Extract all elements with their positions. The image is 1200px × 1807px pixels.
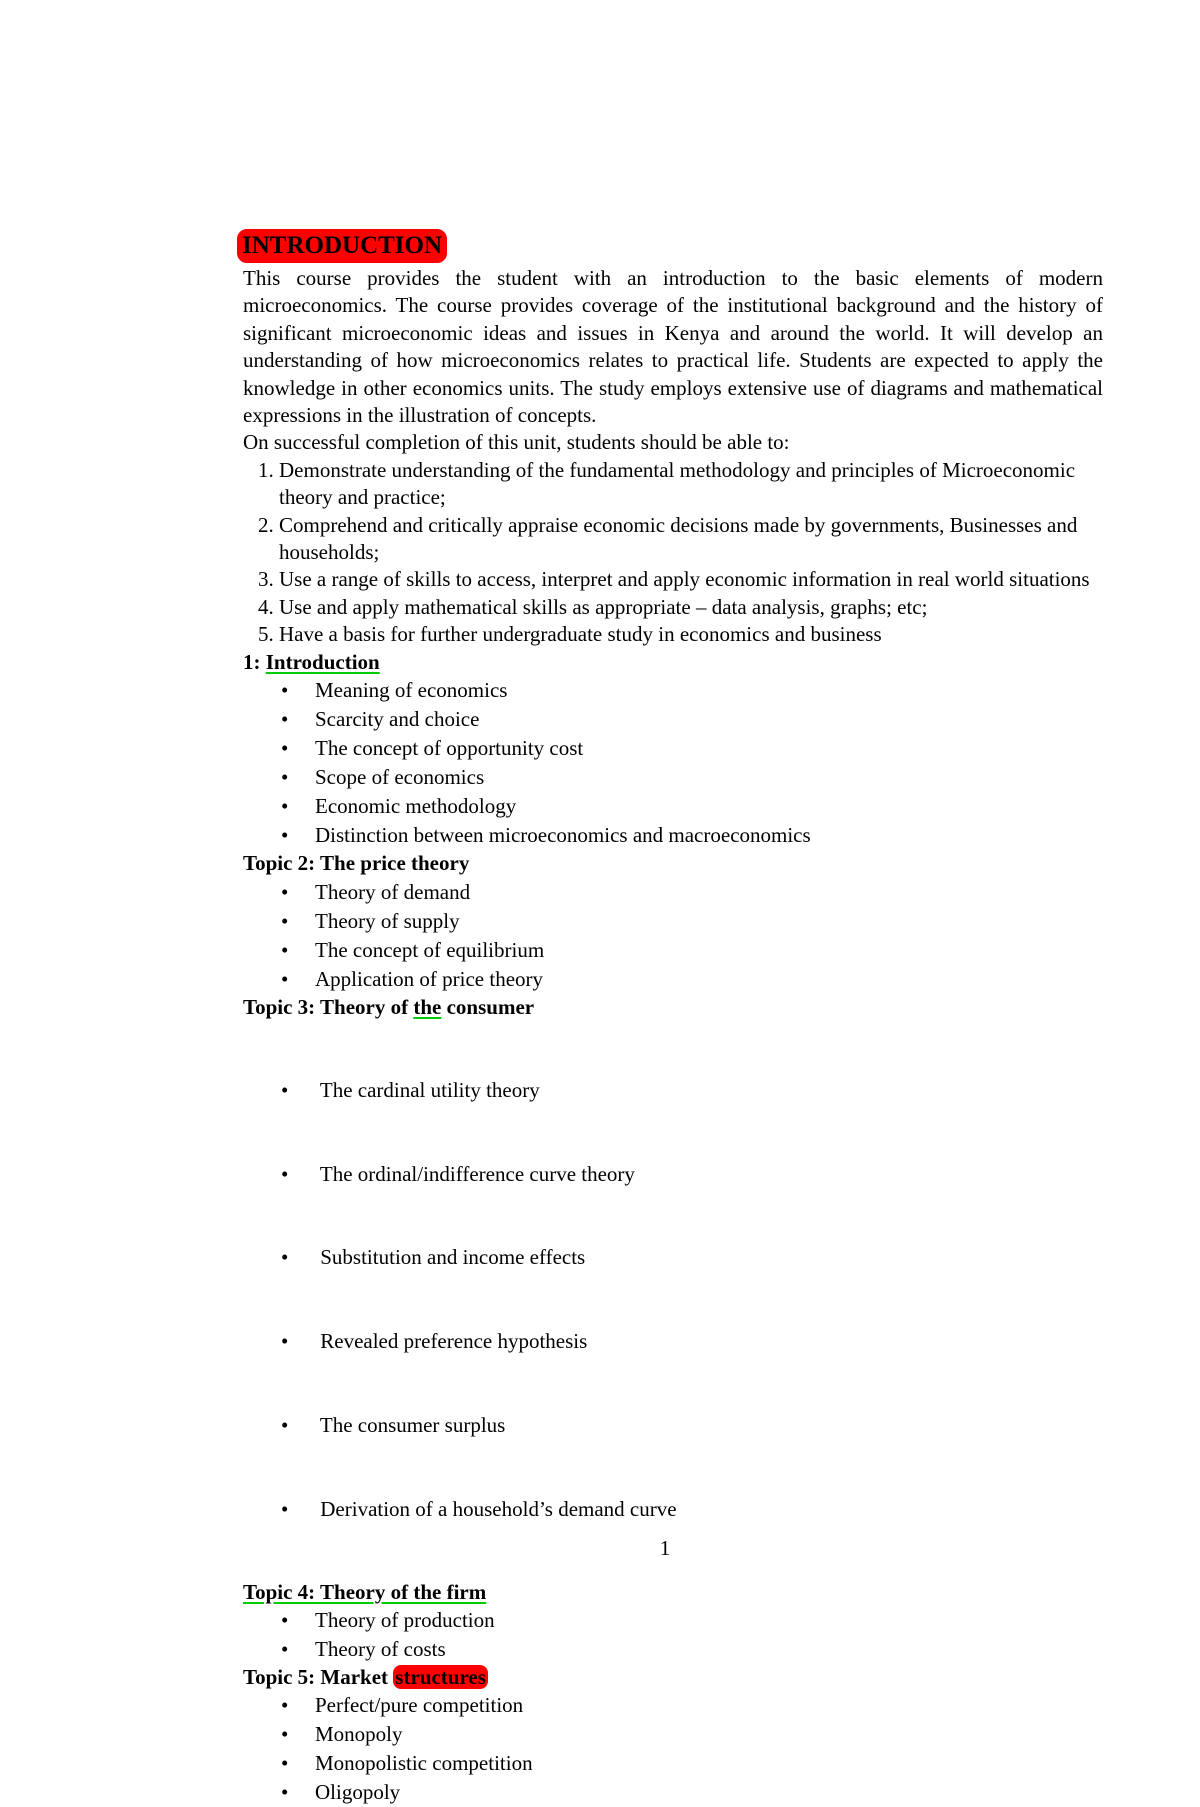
list-item: • Theory of production [243,1606,1103,1635]
topic-3-title-marked: the [413,994,442,1019]
topic-1-title: Introduction [265,649,380,674]
list-item: • Application of price theory [243,965,1103,994]
objectives-lead: On successful completion of this unit, students should be able to: [243,430,790,455]
list-item: • Meaning of economics [243,676,1103,705]
topic-2-heading: Topic 2: The price theory [243,851,470,876]
list-item: • Monopoly [243,1720,1103,1749]
list-item: • Economic methodology [243,792,1103,821]
list-item: • Substitution and income effects [243,1243,1103,1272]
objective-item: 4. Use and apply mathematical skills as appropriate – data analysis, graphs; etc; [279,594,1103,621]
topic-2-list [243,878,1103,994]
list-item: • Theory of costs [243,1635,1103,1664]
topic-1-list [243,676,1103,850]
list-item: • The consumer surplus [243,1411,1103,1440]
list-item: • The ordinal/indifference curve theory [243,1160,1103,1189]
objective-item: 1. Demonstrate understanding of the fundamental methodology and principles of Microeconomic theory and practice; [279,457,1103,512]
list-item: • Monopolistic competition [243,1749,1103,1778]
topic-5-heading [243,1664,1103,1691]
list-item: • Revealed preference hypothesis [243,1327,1103,1356]
objective-item: 5. Have a basis for further undergraduate study in economics and business [279,621,1103,648]
topic-1-prefix: 1: [243,649,266,674]
objective-item: 2. Comprehend and critically appraise economic decisions made by governments, Businesses and households; [279,512,1103,567]
list-item: • Scarcity and choice [243,705,1103,734]
list-item: • The cardinal utility theory [243,1076,1103,1105]
list-item: • Distinction between microeconomics and macroeconomics [243,821,1103,850]
topic-3-title-start: Topic 3: Theory of [243,994,414,1019]
topic-4-heading [243,1579,1103,1606]
topic-5-list [243,1691,1103,1807]
list-item: • Scope of economics [243,763,1103,792]
section-heading: INTRODUCTION [237,229,447,263]
topic-5-title-highlighted: structures [395,1665,486,1689]
objective-item: 3. Use a range of skills to access, interpret and apply economic information in real world situations [279,566,1103,593]
page-number: 1 [659,1536,671,1560]
list-item: • Oligopoly [243,1778,1103,1807]
topic-4-title: Topic 4: Theory of the firm [243,1579,487,1604]
topic-3-title-end: consumer [441,994,535,1019]
list-item: • Theory of demand [243,878,1103,907]
page-content [243,229,1103,1807]
list-item: • Perfect/pure competition [243,1691,1103,1720]
topic-3-heading [243,994,1103,1021]
topic-4-list [243,1606,1103,1664]
topic-3-list [243,1021,1103,1579]
topic-5-title-start: Topic 5: Market [243,1665,394,1689]
topic-1-heading [243,649,1103,676]
list-item: • Theory of supply [243,907,1103,936]
list-item: • The concept of equilibrium [243,936,1103,965]
objectives-list [243,457,1103,649]
list-item: • The concept of opportunity cost [243,734,1103,763]
intro-paragraph: This course provides the student with an introduction to the basic elements of modern microeconomics. The course provides coverage of the institutional background and the history of significant microeconomic ideas and issues in Kenya and around the world. It will develop an understanding of how microeconomics relates to practical life. Students are expected to apply the knowledge in other economics units. The study employs extensive use of diagrams and mathematical expressions in the illustration of concepts. [243,266,1103,428]
list-item: • Derivation of a household’s demand curve [243,1495,1103,1524]
